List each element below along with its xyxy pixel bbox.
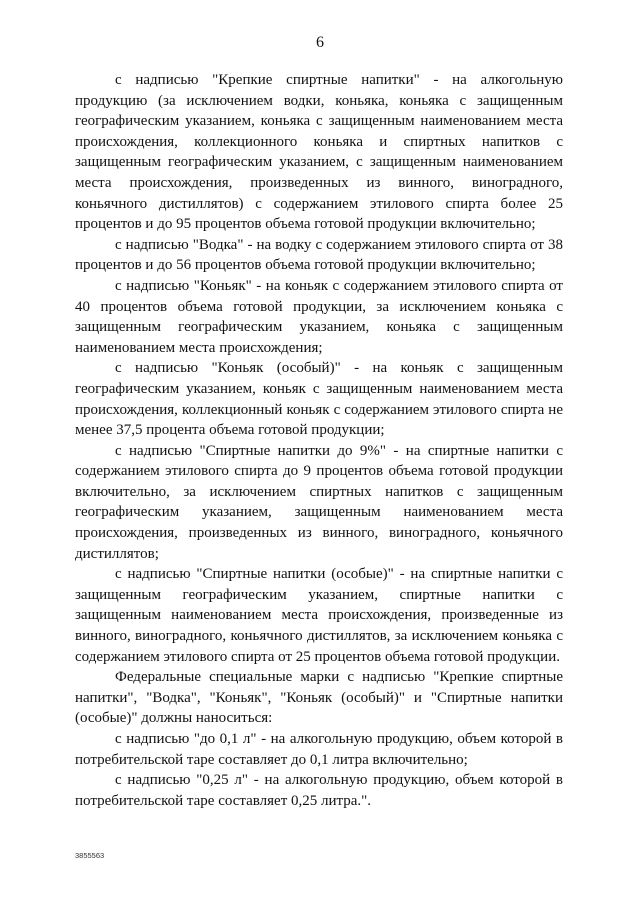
paragraph-spirits-special: с надписью "Спиртные напитки (особые)" - на спиртные напитки с защищенным географическим указанием, спиртные напитки с защищенным наименованием места происхождения, произведенные из винного, виноградного, коньячного дистиллятов, за исключением коньяка с содержанием этилового спирта от 25 процентов объема готовой продукции. [75,566,563,665]
document-code: 3855563 [75,851,105,860]
paragraph-strong-spirits: с надписью "Крепкие спиртные напитки" - на алкогольную продукцию (за исключением водки, коньяка, коньяка с защищенным географическим указанием, коньяка с защищенным наименованием места происхождения, коллекционного коньяка и спиртных напитков с защищенным географическим указанием, с защищенным наименованием места происхождения, произведенных из винного, виноградного, коньячного дистиллятов) с содержанием этилового спирта более 25 процентов и до 95 процентов объема готовой продукции включительно; [75,72,563,233]
document-body [75,70,563,811]
paragraph-cognac-special: с надписью "Коньяк (особый)" - на коньяк с защищенным географическим указанием, коньяк с защищенным наименованием места происхождения, коллекционный коньяк с содержанием этилового спирта не менее 37,5 процента объема готовой продукции; [75,360,563,439]
paragraph-federal-marks: Федеральные специальные марки с надписью "Крепкие спиртные напитки", "Водка", "Коньяк", "Коньяк (особый)" и "Спиртные напитки (особые)" должны наноситься: [75,669,563,727]
page-number: 6 [316,34,324,51]
paragraph-0-25-liter: с надписью "0,25 л" - на алкогольную продукцию, объем которой в потребительской таре составляет 0,25 литра.". [75,772,563,809]
paragraph-cognac: с надписью "Коньяк" - на коньяк с содержанием этилового спирта от 40 процентов объема готовой продукции, за исключением коньяка с защищенным географическим указанием, коньяка с защищенным наименованием места происхождения; [75,277,563,356]
paragraph-spirits-9-percent: с надписью "Спиртные напитки до 9%" - на спиртные напитки с содержанием этилового спирта до 9 процентов объема готовой продукции включительно, за исключением спиртных напитков с защищенным географическим указанием, защищенным наименованием места происхождения, произведенных из винного, виноградного, коньячного дистиллятов; [75,442,563,562]
paragraph-vodka: с надписью "Водка" - на водку с содержанием этилового спирта от 38 процентов и до 56 процентов объема готовой продукции включительно; [75,236,563,274]
paragraph-0-1-liter: с надписью "до 0,1 л" - на алкогольную продукцию, объем которой в потребительской таре составляет до 0,1 литра включительно; [75,731,563,768]
